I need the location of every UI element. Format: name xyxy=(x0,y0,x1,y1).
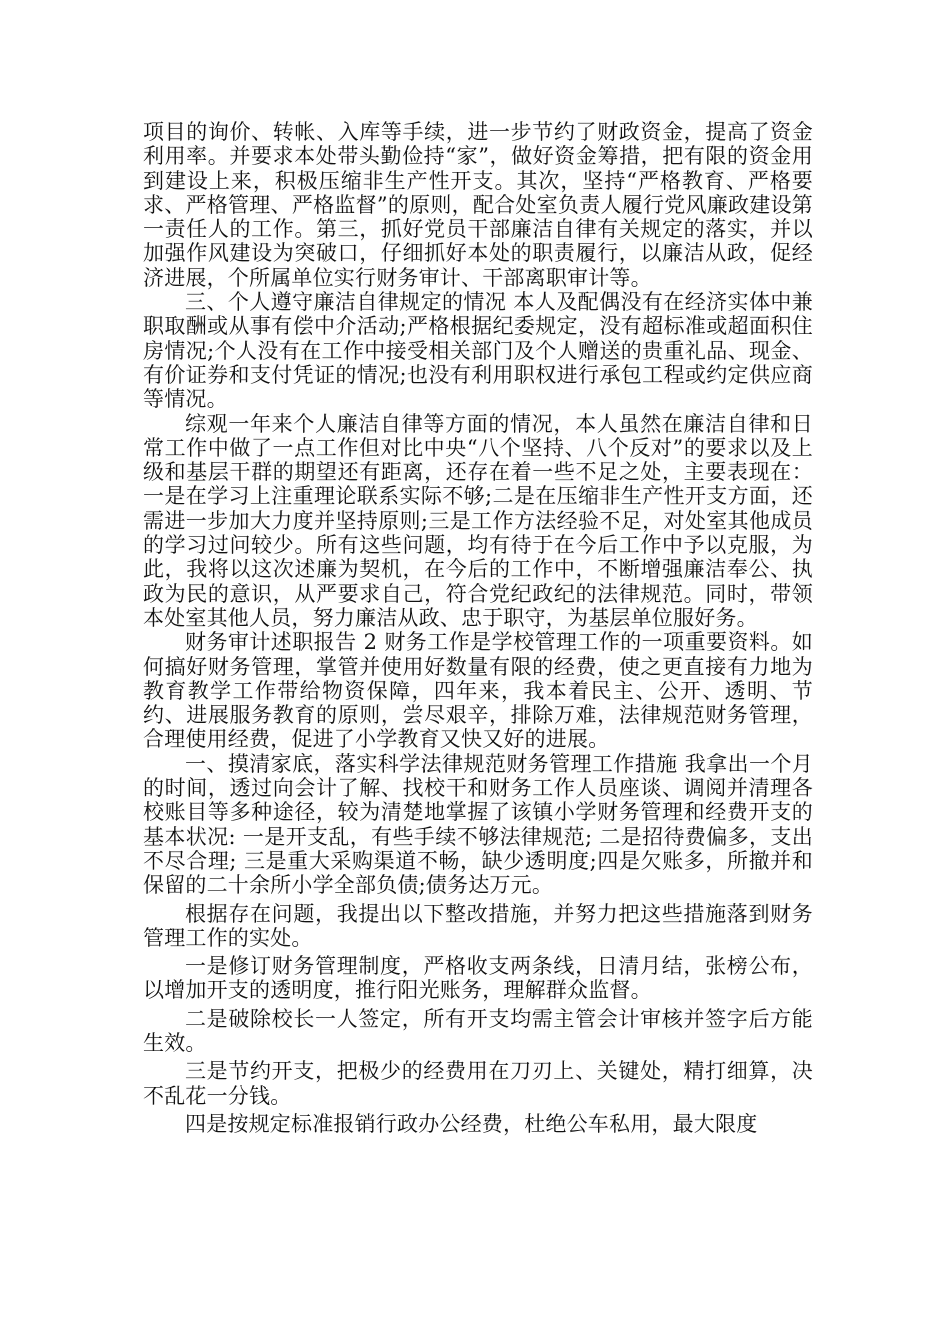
paragraph-9: 三是节约开支，把极少的经费用在刀刃上、关键处，精打细算，决不乱花一分钱。 xyxy=(143,1059,813,1108)
paragraph-6: 根据存在问题，我提出以下整改措施，并努力把这些措施落到财务管理工作的实处。 xyxy=(143,901,813,950)
paragraph-1: 项目的询价、转帐、入库等手续，进一步节约了财政资金，提高了资金利用率。并要求本处带头勤俭持“家”，做好资金筹措，把有限的资金用到建设上来，积极压缩非生产性开支。其次，坚持“严格教育、严格要求、严格管理、严格监督”的原则，配合处室负责人履行党风廉政建设第一责任人的工作。第三，抓好党员干部廉洁自律有关规定的落实，并以加强作风建设为突破口，仔细抓好本处的职责履行，以廉洁从政，促经济进展，个所属单位实行财务审计、干部离职审计等。 xyxy=(143,120,813,290)
paragraph-3: 综观一年来个人廉洁自律等方面的情况，本人虽然在廉洁自律和日常工作中做了一点工作但对比中央“八个坚持、八个反对”的要求以及上级和基层干群的期望还有距离，还存在着一些不足之处，主要表现在：一是在学习上注重理论联系实际不够;二是在压缩非生产性开支方面，还需进一步加大力度并坚持原则;三是工作方法经验不足，对处室其他成员的学习过问较少。所有这些问题，均有待于在今后工作中予以克服，为此，我将以这次述廉为契机，在今后的工作中，不断增强廉洁奉公、执政为民的意识，从严要求自己，符合党纪政纪的法律规范。同时，带领本处室其他人员，努力廉洁从政、忠于职守，为基层单位服好务。 xyxy=(143,411,813,630)
paragraph-4: 财务审计述职报告 2 财务工作是学校管理工作的一项重要资料。如何搞好财务管理，掌管并使用好数量有限的经费，使之更直接有力地为教育教学工作带给物资保障，四年来，我本着民主、公开、透明、节约、进展服务教育的原则，尝尽艰辛，排除万难，法律规范财务管理，合理使用经费，促进了小学教育又快又好的进展。 xyxy=(143,630,813,752)
paragraph-5: 一、摸清家底，落实科学法律规范财务管理工作措施 我拿出一个月的时间，透过向会计了解、找校干和财务工作人员座谈、调阅并清理各校账目等多种途径，较为清楚地掌握了该镇小学财务管理和经费开支的基本状况: 一是开支乱，有些手续不够法律规范; 二是招待费偏多，支出不尽合理; 三是重大采购渠道不畅，缺少透明度;四是欠账多，所撤并和保留的二十余所小学全部负债;债务达万元。 xyxy=(143,751,813,898)
paragraph-7: 一是修订财务管理制度，严格收支两条线，日清月结，张榜公布，以增加开支的透明度，推行阳光账务，理解群众监督。 xyxy=(143,954,813,1003)
document-page xyxy=(143,120,813,1136)
paragraph-8: 二是破除校长一人签定，所有开支均需主管会计审核并签字后方能生效。 xyxy=(143,1006,813,1055)
paragraph-10: 四是按规定标准报销行政办公经费，杜绝公车私用，最大限度 xyxy=(185,1111,758,1136)
paragraph-2: 三、个人遵守廉洁自律规定的情况 本人及配偶没有在经济实体中兼职取酬或从事有偿中介活动;严格根据纪委规定，没有超标准或超面积住房情况;个人没有在工作中接受相关部门及个人赠送的贵重礼品、现金、有价证券和支付凭证的情况;也没有利用职权进行承包工程或约定供应商等情况。 xyxy=(143,290,813,412)
